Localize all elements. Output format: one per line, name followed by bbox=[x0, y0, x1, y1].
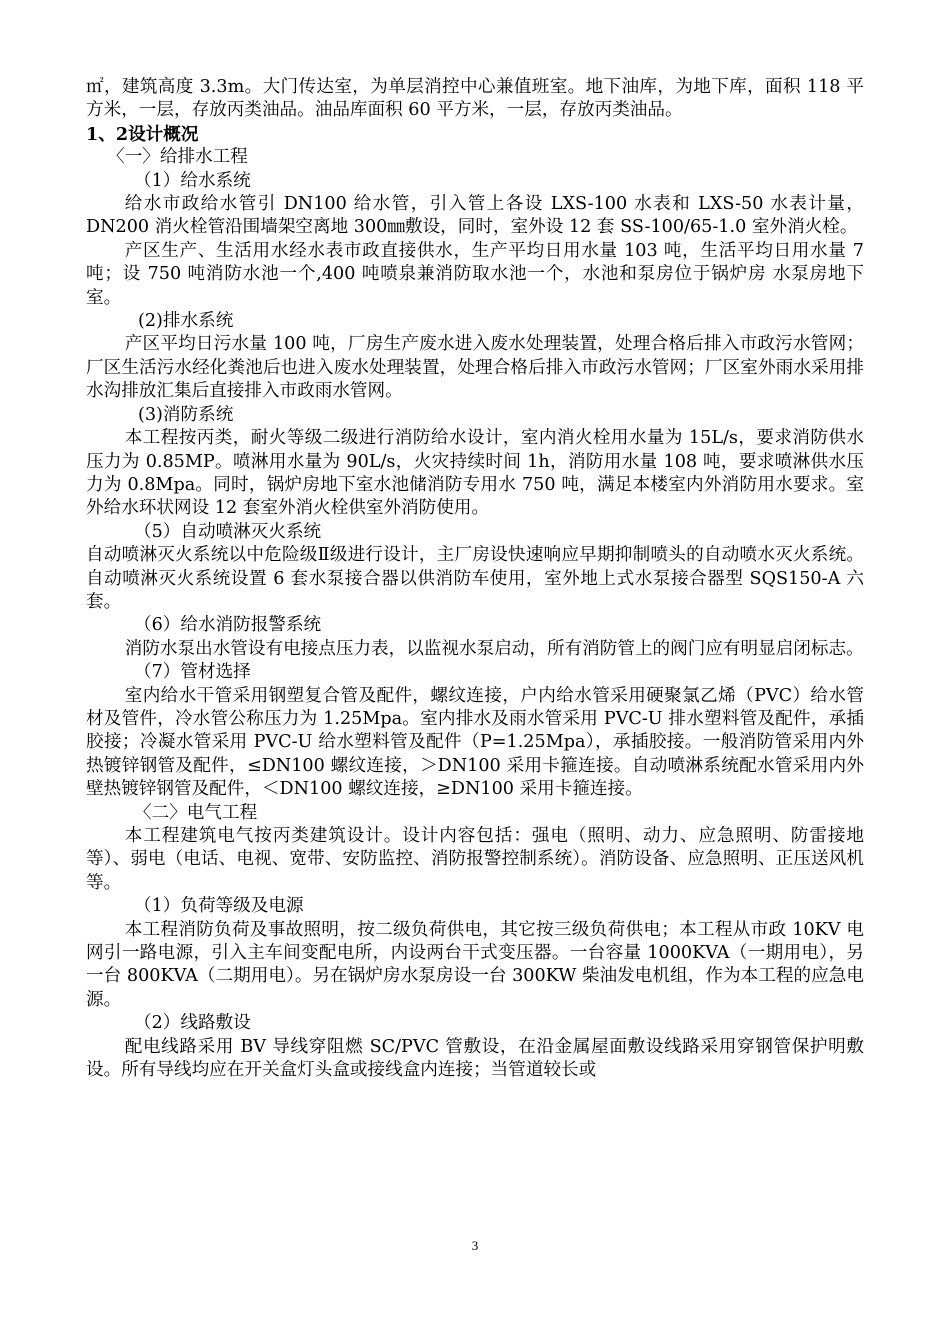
paragraph-electrical: 本工程建筑电气按丙类建筑设计。设计内容包括：强电（照明、动力、应急照明、防雷接地等）、弱电（电话、电视、宽带、安防监控、消防报警控制系统）。消防设备、应急照明、正压送风机等。 bbox=[86, 826, 864, 893]
paragraph-fire-alarm: 消防水泵出水管设有电接点压力表，以监视水泵启动，所有消防管上的阀门应有明显启闭标志。 bbox=[124, 638, 864, 659]
heading-drainage-system: (2)排水系统 bbox=[138, 311, 234, 332]
section-heading-design-overview: 1、2设计概况 bbox=[86, 123, 199, 145]
heading-electrical: 〈二〉电气工程 bbox=[134, 802, 258, 823]
heading-wiring: （2）线路敷设 bbox=[134, 1013, 251, 1034]
heading-fire-alarm: （6）给水消防报警系统 bbox=[134, 615, 322, 636]
heading-water-supply-system: （1）给水系统 bbox=[134, 170, 251, 191]
page-body bbox=[86, 76, 864, 1082]
paragraph-drainage: 产区平均日污水量 100 吨，厂房生产废水进入废水处理装置，处理合格后排入市政污水管网；厂区生活污水经化粪池后也进入废水处理装置，处理合格后排入市政污水管网；厂区室外雨水采用排水沟排放汇集后直接排入市政雨水管网。 bbox=[86, 334, 864, 402]
paragraph-water-consumption: 产区生产、生活用水经水表市政直接供水，生产平均日用水量 103 吨，生活平均日用水量 7 吨；设 750 吨消防水池一个,400 吨喷泉兼消防取水池一个，水池和泵房位于锅炉房 水泵房地下室。 bbox=[86, 240, 864, 308]
paragraph-sprinkler-system: 自动喷淋灭火系统以中危险级Ⅱ级进行设计，主厂房设快速响应早期抑制喷头的自动喷水灭火系统。自动喷淋灭火系统设置 6 套水泵接合器以供消防车使用，室外地上式水泵接合器型 SQS150-A 六套。 bbox=[86, 545, 864, 612]
paragraph-facility-area: ㎡，建筑高度 3.3m。大门传达室，为单层消控中心兼值班室。地下油库，为地下库，面积 118 平方米，一层，存放丙类油品。油品库面积 60 平方米，一层，存放丙类油品。 bbox=[86, 77, 864, 121]
paragraph-load-grade: 本工程消防负荷及事故照明，按二级负荷供电，其它按三级负荷供电；本工程从市政 10KV 电网引一路电源，引入主车间变配电所，内设两台干式变压器。一台容量 1000KVA（一期用电），另一台 800KVA（二期用电）。另在锅炉房水泵房设一台 300KW 柴油发电机组，作为本工程的应急电源。 bbox=[86, 919, 864, 1010]
heading-sprinkler-system: （5）自动喷淋灭火系统 bbox=[134, 521, 322, 542]
heading-fire-system: (3)消防系统 bbox=[138, 404, 234, 425]
page-number: 3 bbox=[471, 1238, 479, 1253]
heading-pipe-materials: （7）管材选择 bbox=[134, 662, 251, 683]
paragraph-water-supply: 给水市政给水管引 DN100 给水管，引入管上各设 LXS-100 水表和 LXS-50 水表计量， DN200 消火栓管沿围墙架空离地 300㎜敷设，同时，室外设 12 套 SS-100/65-1.0 室外消火栓。 bbox=[86, 194, 864, 238]
paragraph-fire-system: 本工程按丙类，耐火等级二级进行消防给水设计，室内消火栓用水量为 15L/s，要求消防供水压力为 0.85MP。喷淋用水量为 90L/s，火灾持续时间 1h，消防用水量 108 吨，要求喷淋供水压力为 0.8Mpa。同时，锅炉房地下室水池储消防专用水 750 吨，满足本楼室内外消防用水要求。室外给水环状网设 12 套室外消火栓供室外消防使用。 bbox=[86, 428, 864, 519]
paragraph-pipe-materials: 室内给水干管采用钢塑复合管及配件，螺纹连接，户内给水管采用硬聚氯乙烯（PVC）给水管材及管件，冷水管公称压力为 1.25Mpa。室内排水及雨水管采用 PVC-U 排水塑料管及配件，承插胶接；冷凝水管采用 PVC-U 给水塑料管及配件（P=1.25Mpa），承插胶接。一般消防管采用内外热镀锌钢管及配件，≤DN100 螺纹连接，＞DN100 采用卡箍连接。自动喷淋系统配水管采用内外壁热镀锌钢管及配件，＜DN100 螺纹连接，≥DN100 采用卡箍连接。 bbox=[86, 685, 864, 800]
paragraph-wiring: 配电线路采用 BV 导线穿阻燃 SC/PVC 管敷设，在沿金属屋面敷设线路采用穿钢管保护明敷设。所有导线均应在开关盒灯头盒或接线盒内连接；当管道较长或 bbox=[86, 1036, 864, 1081]
heading-load-grade: （1）负荷等级及电源 bbox=[134, 896, 304, 917]
heading-water-supply-drainage: 〈一〉给排水工程 bbox=[107, 147, 248, 168]
